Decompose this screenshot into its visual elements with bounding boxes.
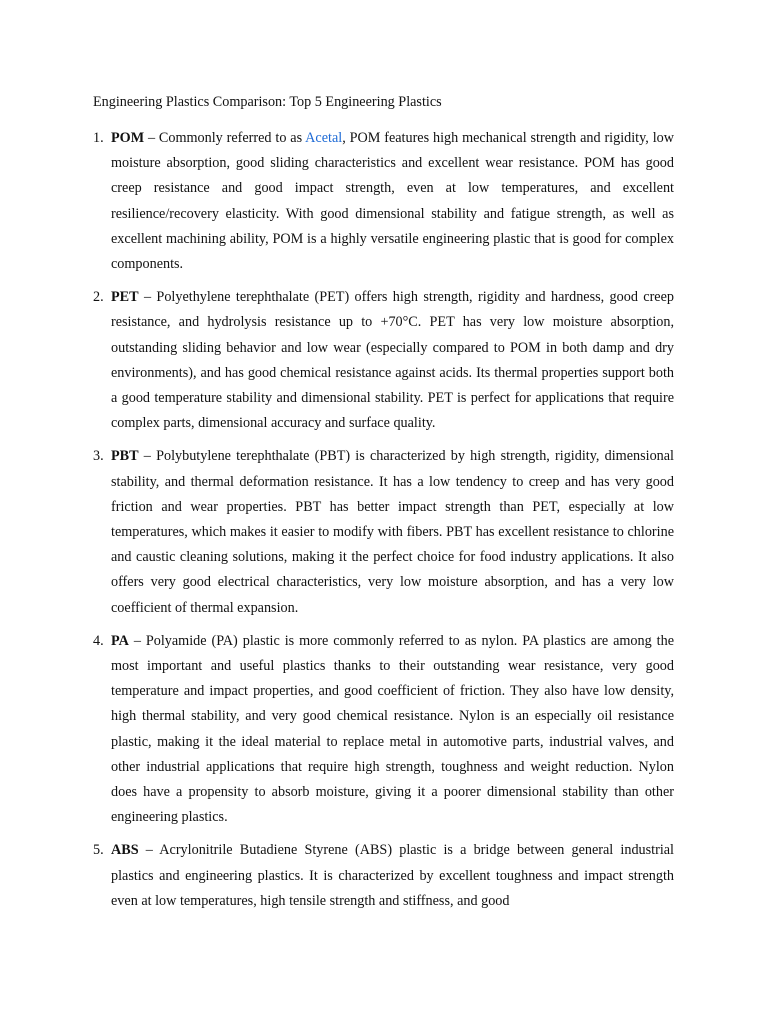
acetal-link[interactable]: Acetal (305, 130, 343, 146)
plastic-name: PBT (111, 448, 139, 465)
list-item-pom (93, 126, 674, 277)
plastic-name: PET (111, 289, 139, 306)
list-number: 4. (93, 632, 104, 649)
plastic-name: PA (111, 632, 129, 649)
list-item-pa (93, 629, 674, 831)
document-title: Engineering Plastics Comparison: Top 5 Engineering Plastics (93, 94, 442, 110)
plastics-list (93, 126, 674, 914)
list-number: 2. (93, 289, 104, 306)
plastic-name: ABS (111, 842, 139, 859)
list-number: 1. (93, 130, 104, 146)
item-text: – Acrylonitrile Butadiene Styrene (ABS) plastic is a bridge between general industrial plastics and engineering plastics. It is characterized by excellent toughness and impact strength even at low temperatures, high tensile strength and stiffness, and good (111, 842, 674, 909)
list-number: 5. (93, 842, 104, 859)
list-item-pbt (93, 444, 674, 620)
item-text: – Polyamide (PA) plastic is more commonly referred to as nylon. PA plastics are among the most important and useful plastics thanks to their outstanding wear resistance, very good temperature and impact properties, and good coefficient of friction. They also have low density, high thermal stability, and very good chemical resistance. Nylon is an especially oil resistance plastic, making it the ideal material to replace metal in automotive parts, industrial valves, and other industrial applications that require high strength, toughness and weight reduction. Nylon does have a propensity to absorb moisture, giving it a poorer dimensional stability than other engineering plastics. (111, 632, 674, 826)
item-text: – Polybutylene terephthalate (PBT) is characterized by high strength, rigidity, dimensional stability, and thermal deformation resistance. It has a low tendency to creep and has very good friction and wear properties. PBT has better impact strength than PET, especially at low temperatures, which makes it easier to modify with fibers. PBT has excellent resistance to chlorine and caustic cleaning solutions, making it the perfect choice for food industry applications. It also offers very good electrical characteristics, very low moisture absorption, and has a very low coefficient of thermal expansion. (111, 448, 674, 616)
item-text: – Commonly referred to as (144, 130, 306, 146)
list-number: 3. (93, 448, 104, 465)
plastic-name: POM (111, 130, 145, 146)
list-item-pet (93, 285, 674, 436)
item-text: , POM features high mechanical strength and rigidity, low moisture absorption, good sliding characteristics and excellent wear resistance. POM has good creep resistance and good impact strength, even at low temperatures, and excellent resilience/recovery elasticity. With good dimensional stability and fatigue strength, as well as excellent machining ability, POM is a highly versatile engineering plastic that is good for complex components. (111, 130, 674, 273)
item-text: – Polyethylene terephthalate (PET) offers high strength, rigidity and hardness, good creep resistance, and hydrolysis resistance up to +70°C. PET has very low moisture absorption, outstanding sliding behavior and low wear (especially compared to POM in both damp and dry environments), and has good chemical resistance against acids. Its thermal properties support both a good temperature stability and dimensional stability. PET is perfect for applications that require complex parts, dimensional accuracy and surface quality. (111, 289, 674, 432)
list-item-abs (93, 838, 674, 914)
document-page (93, 92, 674, 922)
